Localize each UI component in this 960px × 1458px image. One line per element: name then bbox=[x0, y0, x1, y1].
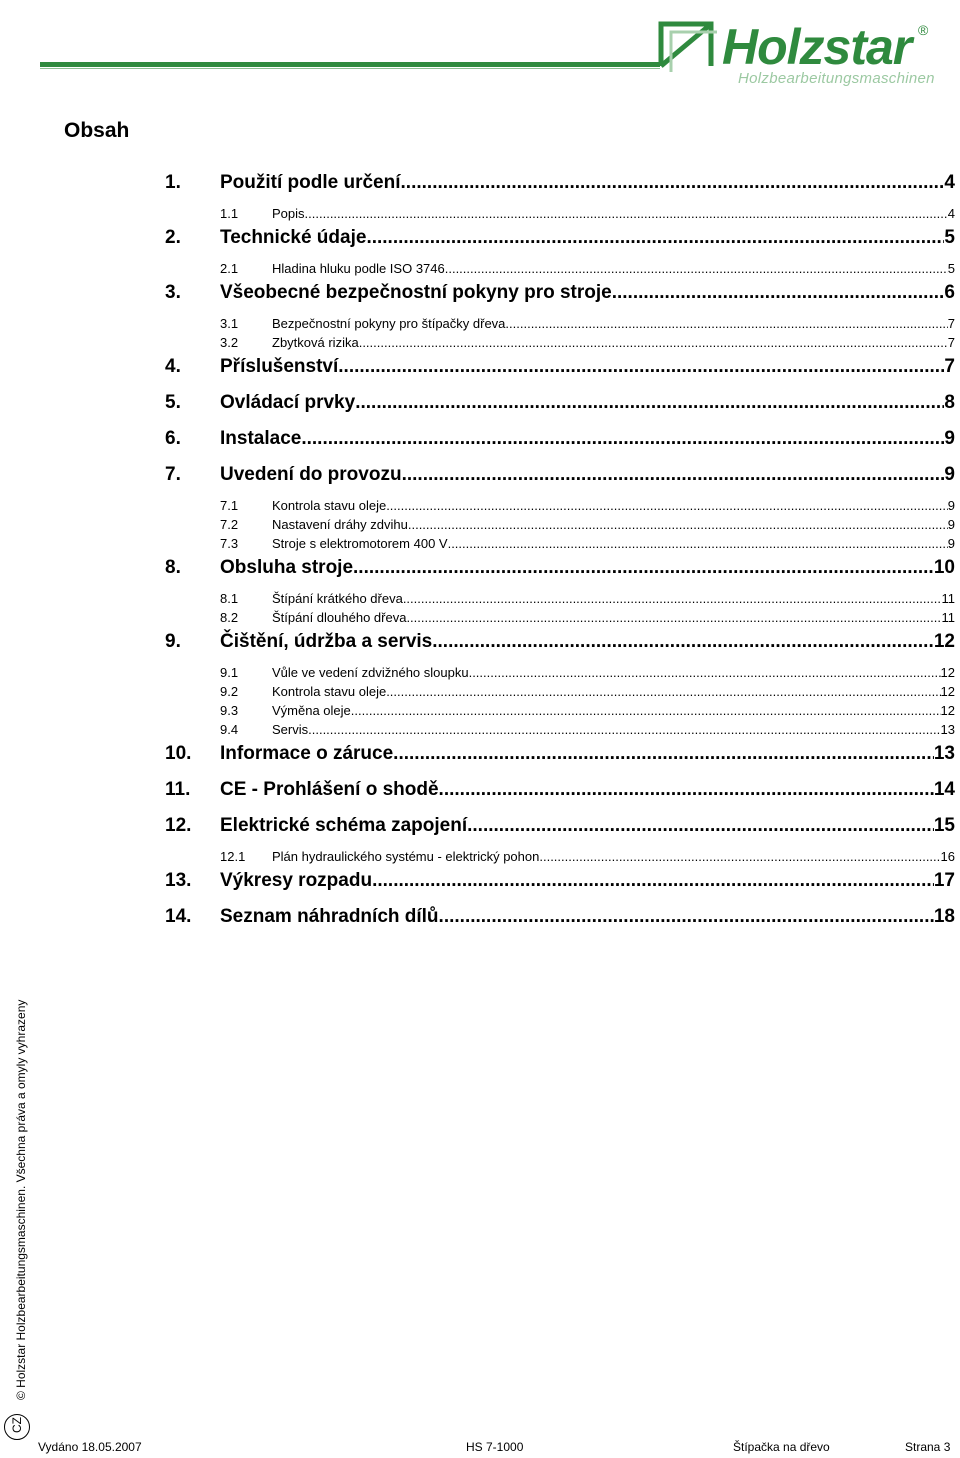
toc-page: 17 bbox=[933, 870, 955, 891]
toc-title: Hladina hluku podle ISO 3746 bbox=[272, 261, 445, 276]
toc-title: Seznam náhradních dílů bbox=[220, 906, 439, 927]
toc-page: 7 bbox=[944, 356, 955, 377]
toc-leader bbox=[432, 629, 934, 655]
toc-number: 4. bbox=[165, 356, 181, 377]
toc-section[interactable] bbox=[165, 314, 955, 333]
toc-title: Výměna oleje bbox=[272, 703, 351, 718]
toc-section[interactable] bbox=[165, 847, 955, 866]
toc-number: 9.3 bbox=[220, 703, 239, 718]
toc-title: Kontrola stavu oleje bbox=[272, 684, 387, 699]
toc-number: 11. bbox=[165, 779, 191, 800]
toc-number: 1.1 bbox=[220, 206, 239, 221]
toc-section[interactable] bbox=[165, 259, 955, 278]
toc-title: Informace o záruce bbox=[220, 743, 394, 764]
toc-number: 8.2 bbox=[220, 610, 239, 625]
toc-title: Bezpečnostní pokyny pro štípačky dřeva bbox=[272, 316, 506, 331]
language-badge: CZ bbox=[4, 1414, 30, 1440]
toc-leader bbox=[402, 462, 945, 488]
toc-leader bbox=[386, 682, 940, 701]
toc-leader bbox=[386, 496, 948, 515]
toc-number: 1. bbox=[165, 172, 181, 193]
toc-number: 6. bbox=[165, 428, 181, 449]
toc-title: Servis bbox=[272, 722, 309, 737]
toc-page: 12 bbox=[940, 684, 955, 699]
toc-page: 7 bbox=[947, 335, 955, 350]
toc-leader bbox=[439, 777, 934, 803]
toc-title: Štípání krátkého dřeva bbox=[272, 591, 403, 606]
toc-title: Výkresy rozpadu bbox=[220, 870, 373, 891]
footer-model: HS 7-1000 bbox=[466, 1440, 524, 1454]
toc-chapter[interactable] bbox=[165, 866, 955, 902]
toc-page: 5 bbox=[944, 227, 955, 248]
toc-leader bbox=[448, 534, 948, 553]
toc-chapter[interactable] bbox=[165, 352, 955, 388]
toc-page: 13 bbox=[933, 743, 955, 764]
page-title: Obsah bbox=[64, 119, 130, 142]
toc-leader bbox=[338, 354, 944, 380]
toc-leader bbox=[305, 204, 948, 223]
toc-section[interactable] bbox=[165, 589, 955, 608]
logo-subtitle: Holzbearbeitungsmaschinen bbox=[738, 70, 935, 87]
toc-page: 16 bbox=[940, 849, 955, 864]
toc-leader bbox=[355, 390, 944, 416]
toc-chapter[interactable] bbox=[165, 627, 955, 663]
toc-leader bbox=[445, 259, 948, 278]
toc-leader bbox=[408, 515, 948, 534]
toc-page: 4 bbox=[947, 206, 955, 221]
toc-title: Obsluha stroje bbox=[220, 557, 354, 578]
toc-number: 13. bbox=[165, 870, 192, 891]
toc-page: 10 bbox=[933, 557, 955, 578]
toc-title: Čištění, údržba a servis bbox=[220, 631, 433, 652]
toc-chapter[interactable] bbox=[165, 278, 955, 314]
toc-section[interactable] bbox=[165, 333, 955, 352]
toc-page: 13 bbox=[940, 722, 955, 737]
toc-title: Stroje s elektromotorem 400 V bbox=[272, 536, 448, 551]
toc-section[interactable] bbox=[165, 515, 955, 534]
registered-mark: ® bbox=[918, 22, 929, 38]
toc-page: 9 bbox=[947, 498, 955, 513]
toc-number: 9.4 bbox=[220, 722, 239, 737]
toc-title: CE - Prohlášení o shodě bbox=[220, 779, 439, 800]
toc-number: 7.2 bbox=[220, 517, 239, 532]
toc-leader bbox=[505, 314, 947, 333]
logo-wordmark: Holzstar bbox=[722, 19, 912, 75]
toc-number: 2. bbox=[165, 227, 181, 248]
toc-number: 5. bbox=[165, 392, 181, 413]
toc-leader bbox=[353, 555, 934, 581]
toc-section[interactable] bbox=[165, 701, 955, 720]
toc-number: 9. bbox=[165, 631, 181, 652]
toc-page: 12 bbox=[940, 703, 955, 718]
toc-section[interactable] bbox=[165, 534, 955, 553]
toc-leader bbox=[366, 225, 944, 251]
toc-leader bbox=[612, 280, 945, 306]
toc-number: 7.1 bbox=[220, 498, 239, 513]
toc-leader bbox=[403, 589, 942, 608]
toc-number: 7. bbox=[165, 464, 181, 485]
toc-title: Ovládací prvky bbox=[220, 392, 356, 413]
toc-leader bbox=[467, 813, 934, 839]
copyright-vertical: © Holzstar Holzbearbeitungsmaschinen. Všechna práva a omyly vyhrazeny bbox=[14, 999, 28, 1400]
toc-page: 4 bbox=[944, 172, 955, 193]
toc-chapter[interactable] bbox=[165, 460, 955, 496]
toc-title: Plán hydraulického systému - elektrický pohon bbox=[272, 849, 540, 864]
toc-number: 10. bbox=[165, 743, 192, 764]
toc-page: 9 bbox=[947, 517, 955, 532]
toc-page: 14 bbox=[933, 779, 955, 800]
toc-page: 9 bbox=[944, 464, 955, 485]
toc-chapter[interactable] bbox=[165, 223, 955, 259]
toc-title: Vůle ve vedení zdvižného sloupku bbox=[272, 665, 469, 680]
toc-number: 2.1 bbox=[220, 261, 239, 276]
toc-page: 8 bbox=[944, 392, 955, 413]
toc-number: 3.2 bbox=[220, 335, 239, 350]
toc-number: 3. bbox=[165, 282, 181, 303]
footer-page: Strana 3 bbox=[905, 1440, 951, 1454]
header-rule-thin bbox=[40, 68, 660, 69]
toc-leader bbox=[406, 608, 941, 627]
toc-chapter[interactable] bbox=[165, 388, 955, 424]
toc-chapter[interactable] bbox=[165, 811, 955, 847]
toc-leader bbox=[401, 170, 945, 196]
toc-section[interactable] bbox=[165, 496, 955, 515]
toc-leader bbox=[469, 663, 941, 682]
toc-section[interactable] bbox=[165, 682, 955, 701]
toc-page: 12 bbox=[933, 631, 955, 652]
toc-chapter[interactable] bbox=[165, 902, 955, 938]
toc-leader bbox=[351, 701, 941, 720]
toc-page: 5 bbox=[947, 261, 955, 276]
toc-page: 15 bbox=[933, 815, 955, 836]
toc-number: 7.3 bbox=[220, 536, 239, 551]
toc-page: 11 bbox=[941, 591, 955, 606]
toc-title: Nastavení dráhy zdvihu bbox=[272, 517, 408, 532]
toc-page: 11 bbox=[941, 610, 955, 625]
toc-leader bbox=[308, 720, 940, 739]
toc-title: Příslušenství bbox=[220, 356, 339, 377]
toc-page: 12 bbox=[940, 665, 955, 680]
toc-leader bbox=[393, 741, 934, 767]
toc-chapter[interactable] bbox=[165, 168, 955, 204]
toc-number: 14. bbox=[165, 906, 192, 927]
toc-number: 9.2 bbox=[220, 684, 239, 699]
toc-title: Štípání dlouhého dřeva bbox=[272, 610, 407, 625]
toc-number: 8. bbox=[165, 557, 181, 578]
toc-page: 18 bbox=[933, 906, 955, 927]
toc-leader bbox=[359, 333, 948, 352]
table-of-contents bbox=[165, 168, 955, 938]
toc-chapter[interactable] bbox=[165, 424, 955, 460]
toc-section[interactable] bbox=[165, 663, 955, 682]
footer-product: Štípačka na dřevo bbox=[733, 1440, 830, 1454]
toc-title: Kontrola stavu oleje bbox=[272, 498, 387, 513]
toc-title: Elektrické schéma zapojení bbox=[220, 815, 468, 836]
toc-number: 12.1 bbox=[220, 849, 246, 864]
toc-page: 7 bbox=[947, 316, 955, 331]
toc-section[interactable] bbox=[165, 608, 955, 627]
toc-chapter[interactable] bbox=[165, 739, 955, 775]
toc-title: Všeobecné bezpečnostní pokyny pro stroje bbox=[220, 282, 612, 303]
toc-leader bbox=[301, 426, 944, 452]
toc-title: Použití podle určení bbox=[220, 172, 401, 193]
toc-page: 9 bbox=[947, 536, 955, 551]
toc-title: Zbytková rizika bbox=[272, 335, 359, 350]
toc-title: Technické údaje bbox=[220, 227, 367, 248]
toc-leader bbox=[439, 904, 934, 930]
toc-section[interactable] bbox=[165, 720, 955, 739]
toc-chapter[interactable] bbox=[165, 775, 955, 811]
toc-leader bbox=[539, 847, 940, 866]
toc-number: 3.1 bbox=[220, 316, 239, 331]
toc-section[interactable] bbox=[165, 204, 955, 223]
toc-number: 12. bbox=[165, 815, 192, 836]
header-rule bbox=[40, 62, 660, 67]
footer-issued: Vydáno 18.05.2007 bbox=[38, 1440, 142, 1454]
toc-title: Uvedení do provozu bbox=[220, 464, 402, 485]
toc-page: 6 bbox=[944, 282, 955, 303]
toc-chapter[interactable] bbox=[165, 553, 955, 589]
toc-number: 9.1 bbox=[220, 665, 239, 680]
toc-title: Popis bbox=[272, 206, 305, 221]
toc-number: 8.1 bbox=[220, 591, 239, 606]
toc-leader bbox=[372, 868, 934, 894]
toc-title: Instalace bbox=[220, 428, 302, 449]
toc-page: 9 bbox=[944, 428, 955, 449]
